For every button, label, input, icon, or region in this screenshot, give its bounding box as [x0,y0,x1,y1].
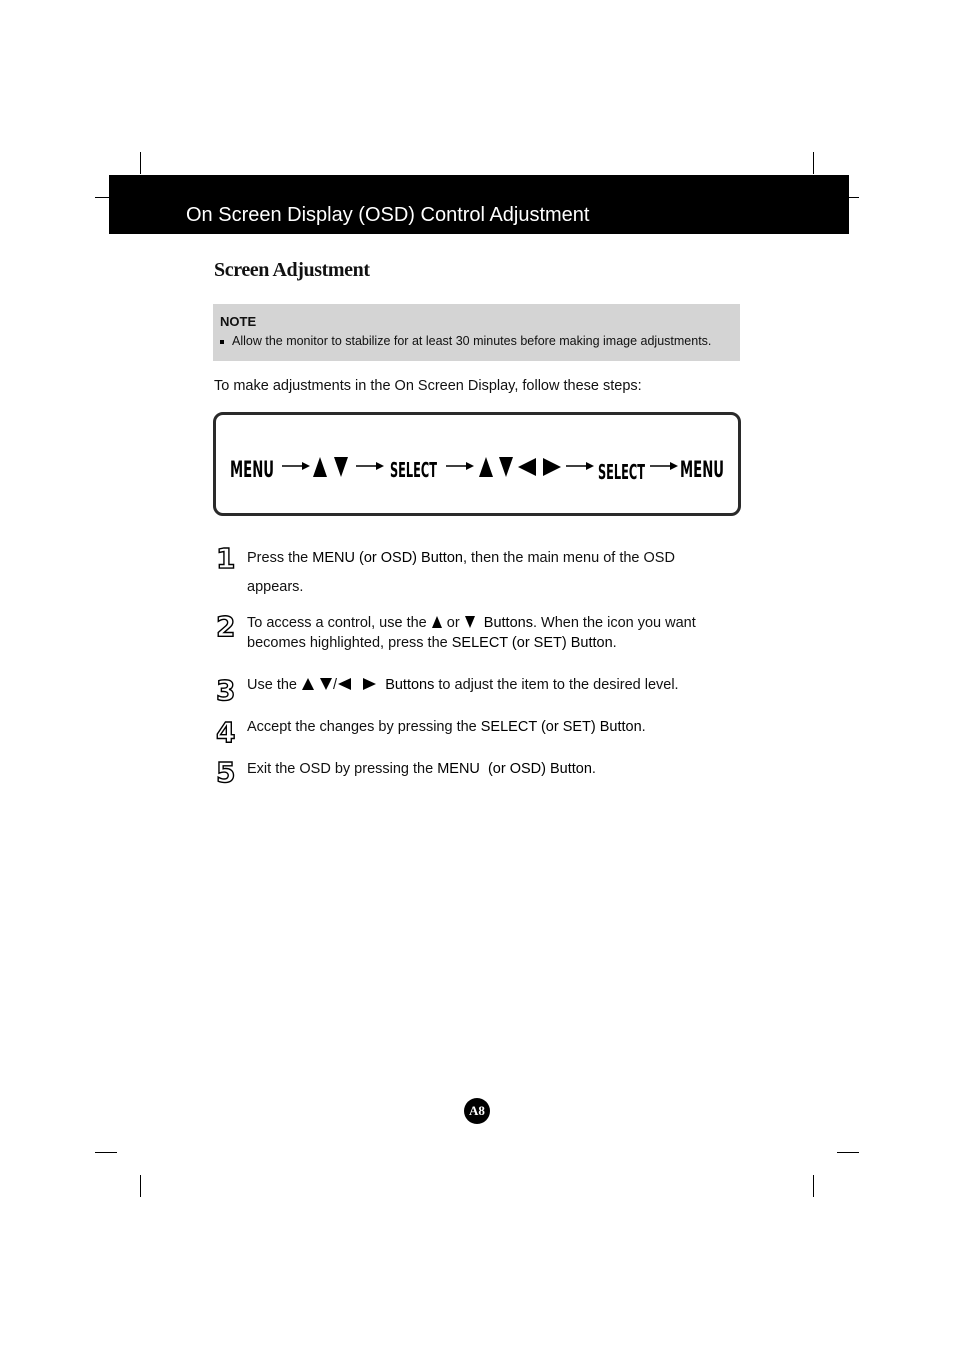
triangle-down-icon [499,457,513,477]
menu-label: MENU [230,458,274,483]
header-bar [109,175,849,234]
crop-mark [813,152,814,174]
step-5 [214,756,744,790]
crop-mark [140,152,141,174]
triangle-left-icon [337,677,353,691]
crop-mark [140,1175,141,1197]
svg-text:1: 1 [216,542,236,575]
step-4 [214,718,744,748]
section-title: Screen Adjustment [214,259,370,281]
arrow-right-icon [446,462,474,470]
svg-text:3: 3 [216,674,236,707]
triangle-right-icon [361,677,377,691]
menu-label: MENU [680,458,724,483]
note-label: NOTE [220,314,257,329]
triangle-down-icon [319,677,333,691]
flow-diagram [213,412,741,516]
select-label: SELECT [390,458,438,482]
step-text: Accept the changes by pressing the SELECT (or SET) Button. [247,719,646,735]
page-number: A8 [464,1098,490,1124]
arrow-right-icon [650,462,678,470]
crop-mark [95,1152,117,1153]
triangle-left-icon [518,458,536,476]
svg-text:4: 4 [216,716,236,749]
triangle-down-icon [334,457,348,477]
arrow-right-icon [356,462,384,470]
step-text: Exit the OSD by pressing the MENU (or OSD) Button. [247,761,596,777]
triangle-up-icon [301,677,315,691]
crop-mark [837,1152,859,1153]
arrow-right-icon [282,462,310,470]
step-number [214,610,240,644]
note-body: Allow the monitor to stabilize for at least 30 minutes before making image adjustments. [232,334,712,348]
intro-text: To make adjustments in the On Screen Display, follow these steps: [214,378,642,394]
step-number [214,718,240,748]
step-number [214,756,240,790]
triangle-up-icon [479,457,493,477]
arrow-right-icon [566,462,594,470]
triangle-right-icon [543,458,561,476]
page-title: On Screen Display (OSD) Control Adjustment [186,204,590,226]
crop-mark [813,1175,814,1197]
triangle-up-icon [313,457,327,477]
svg-text:2: 2 [216,610,236,643]
step-2 [214,610,744,658]
svg-text:5: 5 [216,756,236,789]
step-1 [214,543,744,599]
step-text: To access a control, use the or Buttons. When the icon you want becomes highlighted, press the SELECT (or SET) Button. [247,615,696,651]
step-number [214,676,240,706]
step-3 [214,676,744,706]
triangle-down-icon [464,615,476,629]
select-label: SELECT [598,460,646,484]
note-box [213,304,740,361]
note-text [220,334,711,348]
triangle-up-icon [431,615,443,629]
step-text: Press the MENU (or OSD) Button, then the main menu of the OSD appears. [247,550,675,595]
bullet-icon [220,340,224,344]
step-text: Use the / Buttons to adjust the item to the desired level. [247,677,679,693]
step-number [214,543,240,573]
